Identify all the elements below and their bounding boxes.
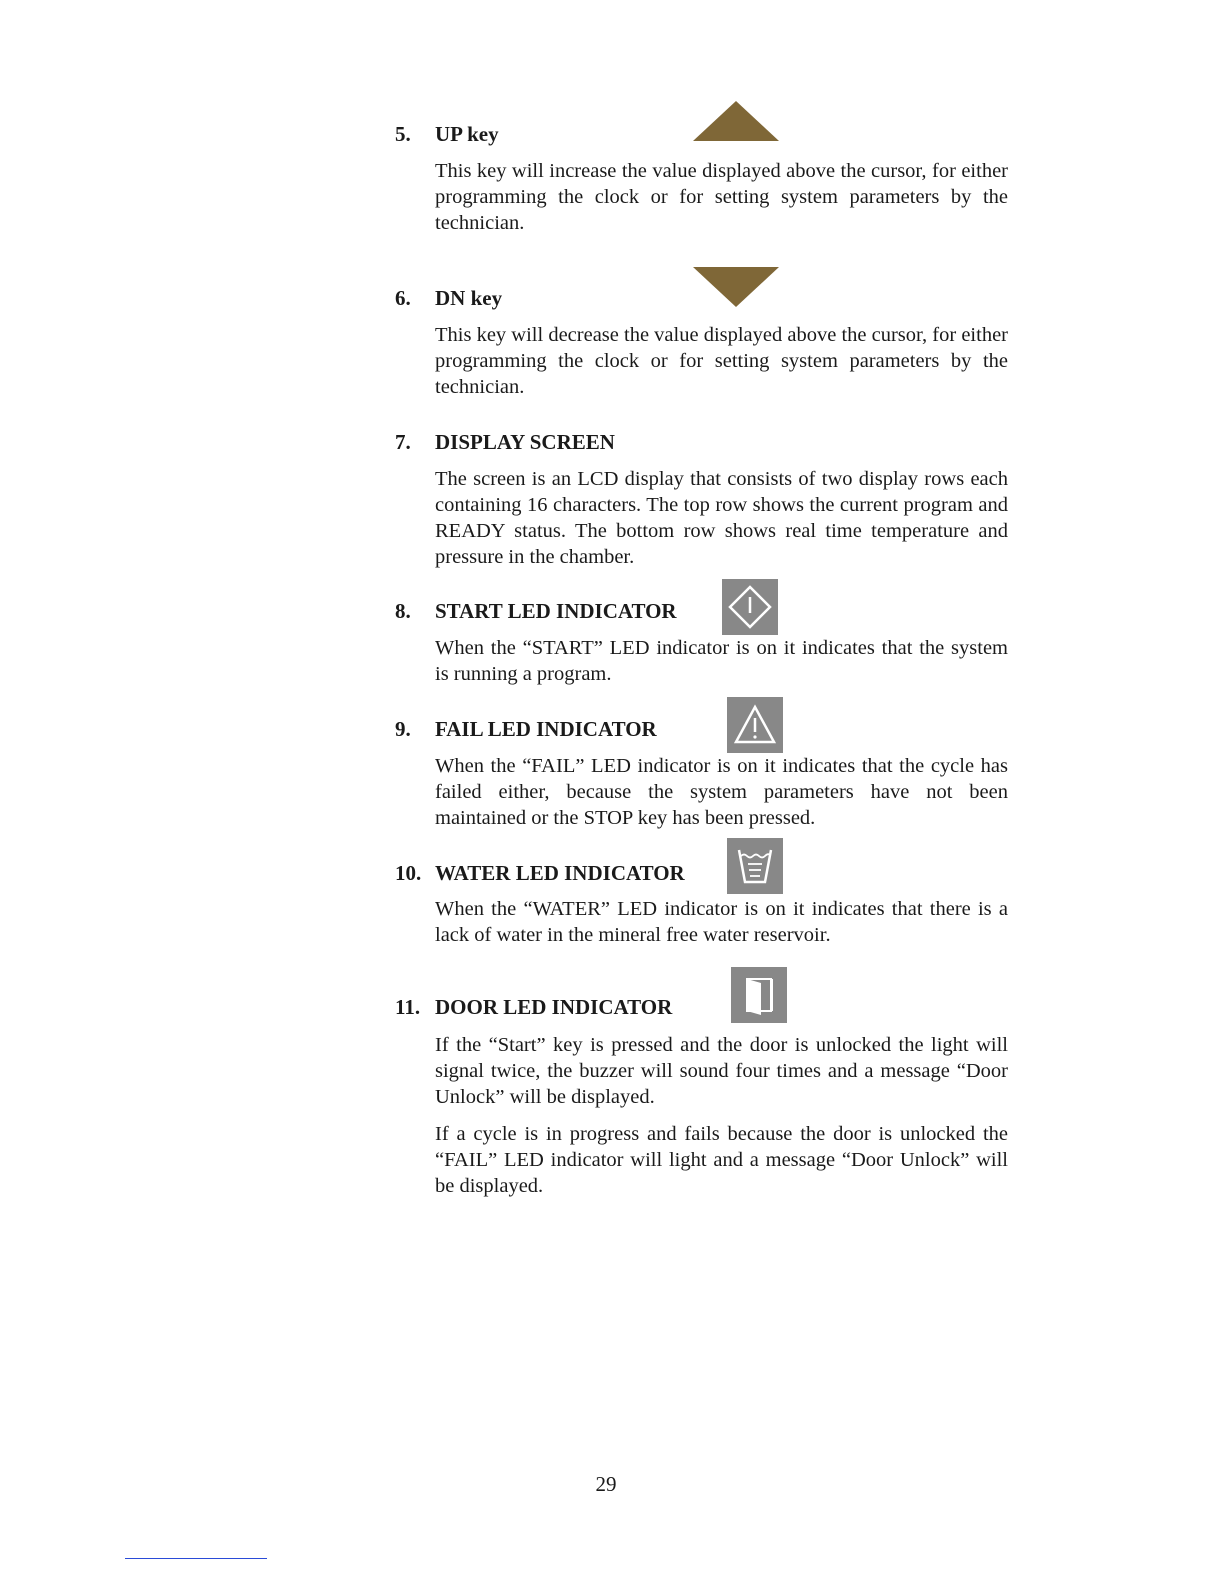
section-heading [395,994,672,1020]
section-heading [395,598,677,624]
section-paragraph: When the “FAIL” LED indicator is on it indicates that the cycle has failed either, because the system parameters have not been maintained or the STOP key has been pressed. [435,755,1008,829]
section-paragraph: When the “START” LED indicator is on it indicates that the system is running a program. [435,637,1008,685]
up-arrow-icon [692,100,780,142]
section-paragraph: If a cycle is in progress and fails because the door is unlocked the “FAIL” LED indicator will light and a message “Door Unlock” will be displayed. [435,1123,1008,1197]
section-title: DISPLAY SCREEN [435,430,615,454]
section-paragraph: This key will decrease the value displayed above the cursor, for either programming the clock or for setting system parameters by the technician. [435,324,1008,398]
section-number: 9. [395,717,411,741]
section-title: START LED INDICATOR [435,599,677,623]
section-heading [395,716,657,742]
section-heading [395,429,615,455]
footer-rule [125,1558,267,1559]
down-arrow-icon [692,266,780,308]
section-paragraph: When the “WATER” LED indicator is on it indicates that there is a lack of water in the mineral free water reservoir. [435,898,1008,946]
section-number: 10. [395,861,422,885]
start-icon [722,579,778,635]
section-heading [395,121,499,147]
section-number: 11. [395,995,421,1019]
section-title: WATER LED INDICATOR [435,861,685,885]
section-heading [395,285,502,311]
section-paragraph: This key will increase the value displayed above the cursor, for either programming the clock or for setting system parameters by the technician. [435,160,1008,234]
section-number: 8. [395,599,411,623]
section-title: FAIL LED INDICATOR [435,717,657,741]
section-number: 6. [395,286,411,310]
section-heading [395,860,685,886]
section-title: DOOR LED INDICATOR [435,995,673,1019]
page-number: 29 [595,1472,617,1496]
water-reservoir-icon [727,838,783,894]
section-title: DN key [435,286,503,310]
section-number: 7. [395,430,411,454]
section-paragraph: The screen is an LCD display that consists of two display rows each containing 16 characters. The top row shows the current program and READY status. The bottom row shows real time temperature and pressure in the chamber. [435,468,1008,568]
section-title: UP key [435,122,499,146]
section-paragraph: If the “Start” key is pressed and the door is unlocked the light will signal twice, the buzzer will sound four times and a message “Door Unlock” will be displayed. [435,1034,1008,1108]
door-icon [731,967,787,1023]
warning-icon [727,697,783,753]
section-number: 5. [395,122,411,146]
